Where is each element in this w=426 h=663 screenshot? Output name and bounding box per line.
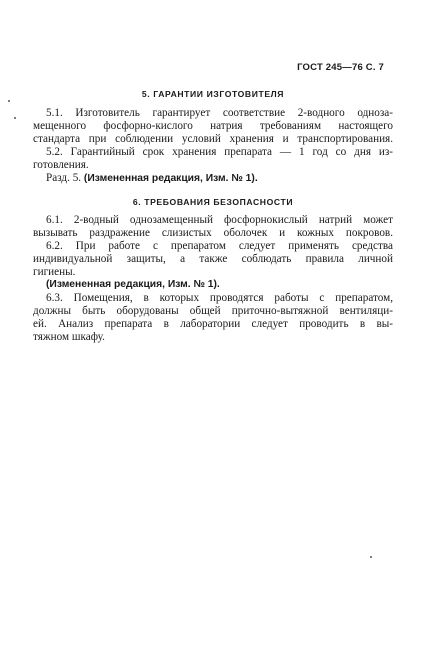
section-5-line-3: стандарта при соблюдении условий хранения и транспортирования.	[33, 133, 393, 145]
section-6-title: 6. ТРЕБОВАНИЯ БЕЗОПАСНОСТИ	[132, 197, 294, 207]
section-6-line-5: гигиены.	[33, 266, 76, 278]
section-6-edition-note: (Измененная редакция, Изм. № 1).	[46, 279, 220, 290]
section-6-line-7: должны быть оборудованы общей приточно-вытяжной вентиляци-	[33, 305, 393, 317]
section-6-line-8: ей. Анализ препарата в лаборатории следует проводить в вы-	[33, 318, 393, 330]
page-header: ГОСТ 245—76 С. 7	[297, 62, 384, 73]
section-6-line-3: 6.2. При работе с препаратом следует применять средства	[46, 240, 393, 252]
section-6-line-2: вызывать раздражение слизистых оболочек и кожных покровов.	[33, 227, 393, 239]
scan-speck	[370, 556, 372, 558]
section-5-edition-prefix: Разд. 5.	[46, 172, 82, 184]
scan-speck	[14, 117, 16, 119]
section-5-line-1: 5.1. Изготовитель гарантирует соответствие 2-водного одноза-	[46, 107, 393, 119]
section-6-line-6: 6.3. Помещения, в которых проводятся работы с препаратом,	[46, 292, 393, 304]
section-6-line-4: индивидуальной защиты, а также соблюдать правила личной	[33, 253, 393, 265]
section-5-line-4: 5.2. Гарантийный срок хранения препарата — 1 год со дня из-	[46, 146, 393, 158]
section-5-title: 5. ГАРАНТИИ ИЗГОТОВИТЕЛЯ	[141, 89, 285, 99]
section-5-line-2: мещенного фосфорно-кислого натрия требованиям настоящего	[33, 120, 393, 132]
scan-speck	[8, 100, 10, 102]
section-6-line-9: тяжном шкафу.	[33, 331, 105, 343]
section-5-edition	[46, 172, 258, 185]
section-6-line-1: 6.1. 2-водный однозамещенный фосфорнокислый натрий может	[46, 214, 393, 226]
section-5-line-5: готовления.	[33, 159, 89, 171]
section-5-edition-note: (Измененная редакция, Изм. № 1).	[83, 173, 258, 184]
